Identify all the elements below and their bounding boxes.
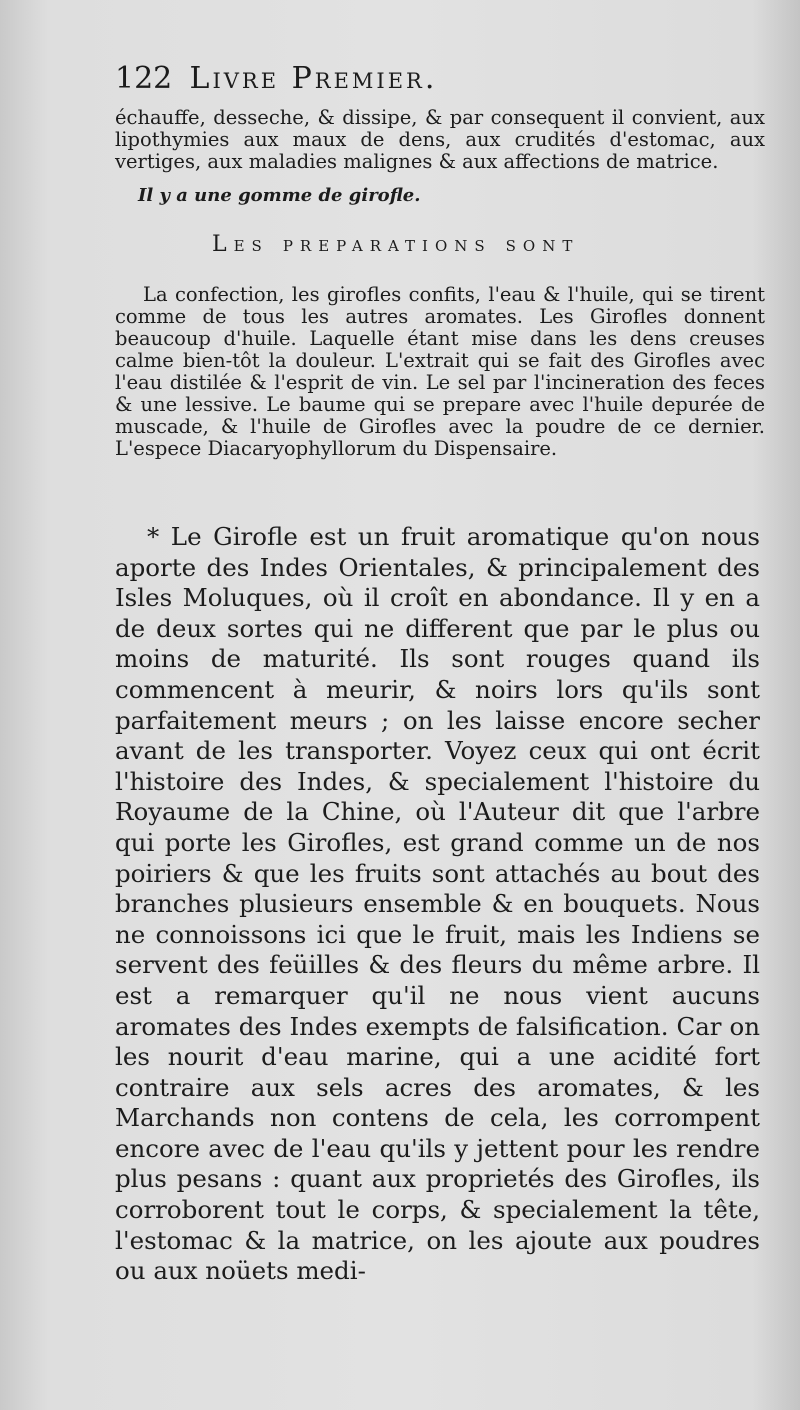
- page-number: 122: [115, 61, 173, 96]
- gum-note: Il y a une gomme de girofle.: [138, 185, 421, 206]
- running-title: Livre Premier.: [189, 61, 438, 96]
- commentary-block: [115, 522, 760, 1287]
- text-block-virtues: [115, 107, 765, 173]
- paragraph-commentary: * Le Girofle est un fruit aromatique qu'on nous aporte des Indes Orientales, & principalement des Isles Moluques, où il croît en abondance. Il y en a de deux sortes qui ne different que par le plus ou moins de maturité. Ils sont rouges quand ils commencent à meurir, & noirs lors qu'ils sont parfaitement meurs ; on les laisse encore secher avant de les transporter. Voyez ceux qui ont écrit l'histoire des Indes, & specialement l'histoire du Royaume de la Chine, où l'Auteur dit que l'arbre qui porte les Girofles, est grand comme un de nos poiriers & que les fruits sont attachés au bout des branches plusieurs ensemble & en bouquets. Nous ne connoissons ici que le fruit, mais les Indiens se servent des feüilles & des fleurs du même arbre. Il est a remarquer qu'il ne nous vient aucuns aromates des Indes exempts de falsification. Car on les nourit d'eau marine, qui a une acidité fort contraire aux sels acres des aromates, & les Marchands non contens de cela, les corrompent encore avec de l'eau qu'ils y jettent pour les rendre plus pesans : quant aux proprietés des Girofles, ils corroborent tout le corps, & specialement la tête, l'estomac & la matrice, on les ajoute aux poudres ou aux noüets medi-: [115, 522, 760, 1286]
- page-header: [115, 62, 585, 96]
- preparations-heading: Les preparations sont: [212, 232, 580, 257]
- paragraph-preparations: La confection, les girofles confits, l'eau & l'huile, qui se tirent comme de tous les autres aromates. Les Girofles donnent beaucoup d'huile. Laquelle étant mise dans les dens creuses calme bien-tôt la douleur. L'extrait qui se fait des Girofles avec l'eau distilée & l'esprit de vin. Le sel par l'incineration des feces & une lessive. Le baume qui se prepare avec l'huile depurée de muscade, & l'huile de Girofles avec la poudre de ce dernier. L'espece Diacaryophyllorum du Dispensaire.: [115, 283, 765, 460]
- text-block-preparations: [115, 284, 765, 460]
- paragraph-virtues: échauffe, desseche, & dissipe, & par consequent il convient, aux lipothymies aux maux de dens, aux crudités d'estomac, aux vertiges, aux maladies malignes & aux affections de matrice.: [115, 106, 765, 173]
